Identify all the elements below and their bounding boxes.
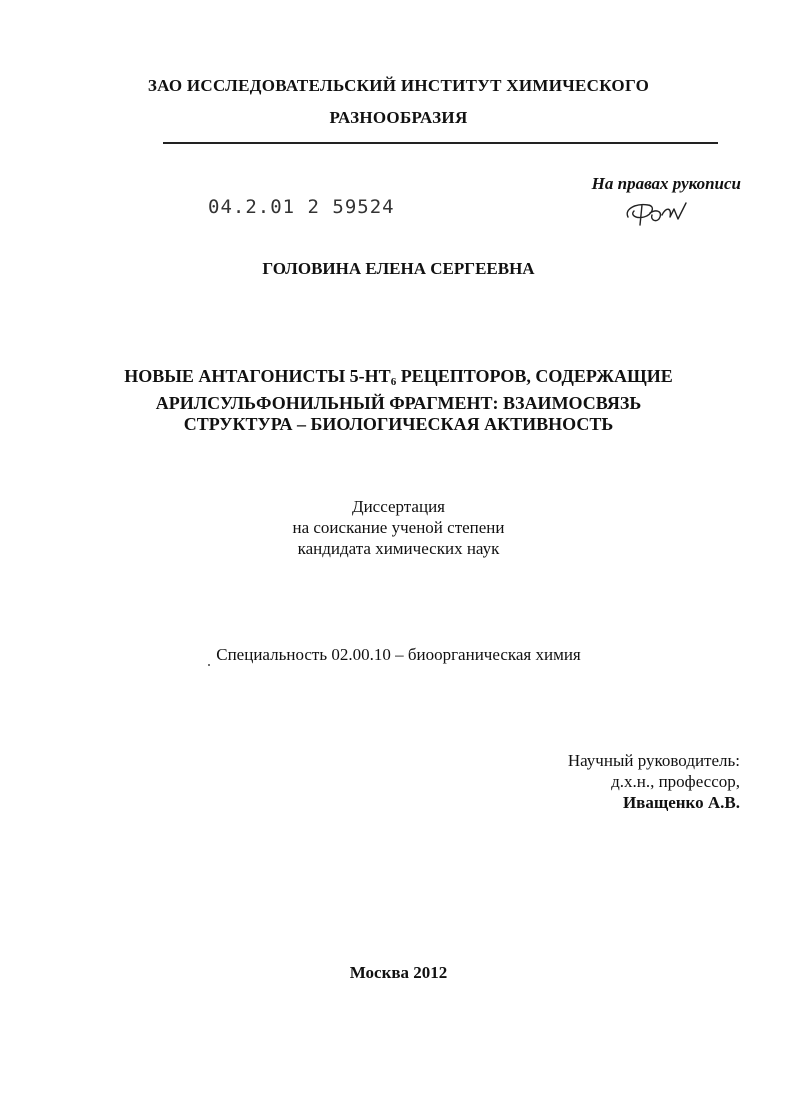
dissertation-line-2: на соискание ученой степени	[292, 518, 505, 537]
title-line-3: СТРУКТУРА – БИОЛОГИЧЕСКАЯ АКТИВНОСТЬ	[183, 414, 614, 434]
rights-note: На правах рукописи	[591, 174, 741, 193]
advisor-block	[568, 750, 740, 813]
institution-line-2: РАЗНООБРАЗИЯ	[329, 108, 468, 127]
scan-speck	[208, 664, 210, 666]
advisor-label: Научный руководитель:	[567, 751, 740, 770]
stamp-number: 04.2.01 2 59524	[208, 196, 395, 218]
signature-icon	[622, 195, 692, 231]
title-line-1: НОВЫЕ АНТАГОНИСТЫ $5-НТ_6$ РЕЦЕПТОРОВ, СОДЕРЖАЩИЕ	[124, 366, 673, 388]
title-line-2: АРИЛСУЛЬФОНИЛЬНЫЙ ФРАГМЕНТ: ВЗАИМОСВЯЗЬ	[155, 393, 642, 413]
dissertation-line-3: кандидата химических наук	[297, 539, 500, 558]
dissertation-type	[0, 496, 797, 559]
city-year: Москва 2012	[349, 963, 448, 982]
institution-line-1: ЗАО ИССЛЕДОВАТЕЛЬСКИЙ ИНСТИТУТ ХИМИЧЕСКОГО	[147, 76, 650, 95]
header-divider	[163, 142, 718, 144]
author-name: ГОЛОВИНА ЕЛЕНА СЕРГЕЕВНА	[262, 259, 535, 278]
advisor-degree: д.х.н., профессор,	[611, 772, 740, 791]
dissertation-title	[0, 366, 797, 435]
specialty: Специальность 02.00.10 – биоорганическая химия	[216, 645, 581, 664]
advisor-name: Иващенко А.В.	[622, 793, 740, 812]
dissertation-line-1: Диссертация	[351, 497, 445, 516]
